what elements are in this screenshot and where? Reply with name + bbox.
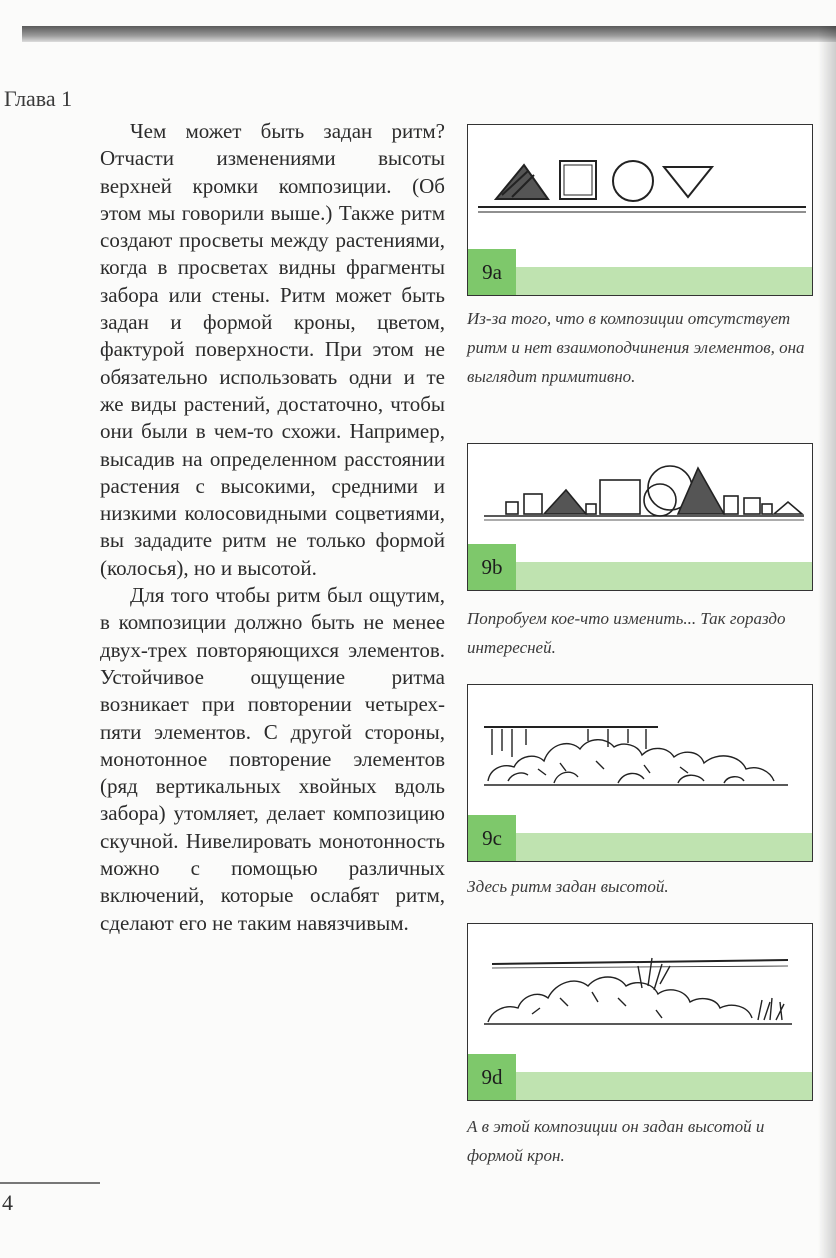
paragraph-1: Чем может быть задан ритм? Отчасти изменениями высоты верхней кромки композиции. (Об этом мы говорили выше.) Также ритм создают просветы между растениями, когда в просветах видны фрагменты забора или стены. Ритм может быть задан и формой кроны, цветом, фактурой поверхности. При этом не обязательно использовать одни и те же виды растений, достаточно, чтобы они были в чем-то схожи. Например, высадив на определенном расстоянии растения с высокими, средними и низкими колосовидными соцветиями, вы зададите ритм не только формой (колосья), но и высотой. [100,119,445,580]
footer-rule [0,1182,100,1184]
figure-9a-caption: Из-за того, что в композиции отсутствует ритм и нет взаимоподчинения элементов, она выглядит примитивно. [467,309,805,386]
figure-9d-label: 9d [468,1054,516,1100]
figure-9a [467,124,813,296]
figure-9b-caption: Попробуем кое-что изменить... Так гораздо интересней. [467,609,786,657]
figure-9d-caption: А в этой композиции он задан высотой и формой крон. [467,1117,765,1165]
spine-shadow [818,26,836,1258]
scan-edge [22,26,836,42]
figure-9c-label: 9c [468,815,516,861]
figure-9b [467,443,813,591]
chapter-header: Глава 1 [4,86,73,111]
figure-9b-bar [516,562,812,590]
body-text [100,118,445,937]
figure-9c [467,684,813,862]
figure-9a-label: 9a [468,249,516,295]
figure-9a-bar [516,267,812,295]
figure-9d-bar [516,1072,812,1100]
paragraph-2: Для того чтобы ритм был ощутим, в композиции должно быть не менее двух-трех повторяющихся элементов. Устойчивое ощущение ритма возникает при повторении четырех-пяти элементов. С другой стороны, монотонное повторение элементов (ряд вертикальных хвойных вдоль забора) утомляет, делает композицию скучной. Нивелировать монотонность можно с помощью различных включений, которые ослабят ритм, сделают его не таким навязчивым. [100,583,445,935]
figure-9b-label: 9b [468,544,516,590]
figure-9c-caption: Здесь ритм задан высотой. [467,877,669,896]
page-number: 4 [2,1190,13,1215]
figure-9c-bar [516,833,812,861]
figure-9d [467,923,813,1101]
